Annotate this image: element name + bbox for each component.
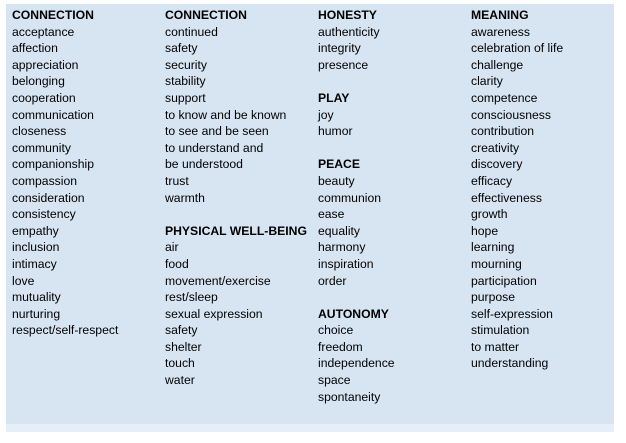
need-item: safety bbox=[165, 323, 198, 338]
section-heading: CONNECTION bbox=[165, 8, 247, 22]
need-item: water bbox=[165, 373, 195, 388]
need-item: efficacy bbox=[471, 173, 513, 188]
section-heading: PLAY bbox=[318, 90, 350, 105]
need-item: food bbox=[165, 256, 189, 271]
need-item: growth bbox=[471, 207, 508, 222]
need-item: mourning bbox=[471, 256, 522, 271]
section-heading: PEACE bbox=[318, 157, 360, 172]
need-item: rest/sleep bbox=[165, 290, 218, 305]
need-item: discovery bbox=[471, 157, 523, 172]
section-heading: CONNECTION bbox=[12, 8, 94, 22]
need-item: shelter bbox=[165, 339, 202, 354]
need-item: freedom bbox=[318, 339, 363, 354]
need-item: competence bbox=[471, 90, 538, 105]
need-item: hope bbox=[471, 223, 499, 238]
column-3 bbox=[318, 7, 395, 405]
need-item: air bbox=[165, 240, 179, 255]
need-item: ease bbox=[318, 207, 345, 222]
need-item: communication bbox=[12, 107, 94, 122]
need-item: mutuality bbox=[12, 290, 61, 305]
need-item: effectiveness bbox=[471, 190, 542, 205]
need-item: trust bbox=[165, 173, 189, 188]
section-spacer bbox=[318, 73, 395, 90]
need-item: harmony bbox=[318, 240, 366, 255]
need-item: nurturing bbox=[12, 306, 61, 321]
need-item: acceptance bbox=[12, 24, 75, 39]
column-2 bbox=[165, 7, 307, 389]
need-item: closeness bbox=[12, 124, 67, 139]
need-item: affection bbox=[12, 41, 58, 56]
need-item: self-expression bbox=[471, 306, 553, 321]
need-item: creativity bbox=[471, 140, 520, 155]
need-item: love bbox=[12, 273, 35, 288]
need-item: clarity bbox=[471, 74, 503, 89]
need-item: touch bbox=[165, 356, 195, 371]
section-heading: MEANING bbox=[471, 8, 529, 22]
section-heading: HONESTY bbox=[318, 8, 377, 22]
need-item: order bbox=[318, 273, 347, 288]
column-4 bbox=[471, 7, 563, 372]
need-item: space bbox=[318, 373, 351, 388]
need-item: warmth bbox=[165, 190, 205, 205]
need-item: empathy bbox=[12, 223, 59, 238]
section-heading: PHYSICAL WELL-BEING bbox=[165, 223, 307, 238]
need-item: spontaneity bbox=[318, 389, 381, 404]
need-item: movement/exercise bbox=[165, 273, 271, 288]
need-item: purpose bbox=[471, 290, 516, 305]
need-item: compassion bbox=[12, 173, 78, 188]
need-item: communion bbox=[318, 190, 381, 205]
need-item: companionship bbox=[12, 157, 94, 172]
need-item: inclusion bbox=[12, 240, 60, 255]
need-item: stability bbox=[165, 74, 206, 89]
section-spacer bbox=[165, 206, 307, 223]
need-item: beauty bbox=[318, 173, 355, 188]
need-item: be understood bbox=[165, 157, 243, 172]
need-item: consideration bbox=[12, 190, 85, 205]
need-item: to know and be known bbox=[165, 107, 287, 122]
need-item: support bbox=[165, 90, 206, 105]
need-item: intimacy bbox=[12, 256, 57, 271]
section-spacer bbox=[318, 289, 395, 306]
need-item: community bbox=[12, 140, 71, 155]
need-item: participation bbox=[471, 273, 537, 288]
need-item: celebration of life bbox=[471, 41, 564, 56]
need-item: security bbox=[165, 57, 207, 72]
need-item: choice bbox=[318, 323, 354, 338]
need-item: to see and be seen bbox=[165, 124, 269, 139]
need-item: authenticity bbox=[318, 24, 380, 39]
need-item: contribution bbox=[471, 124, 535, 139]
need-item: learning bbox=[471, 240, 515, 255]
need-item: joy bbox=[318, 107, 334, 122]
section-spacer bbox=[318, 140, 395, 157]
need-item: challenge bbox=[471, 57, 524, 72]
need-item: awareness bbox=[471, 24, 530, 39]
need-item: continued bbox=[165, 24, 218, 39]
need-item: to understand and bbox=[165, 140, 264, 155]
need-item: sexual expression bbox=[165, 306, 263, 321]
need-item: presence bbox=[318, 57, 369, 72]
needs-table-bottom-strip bbox=[6, 424, 614, 432]
column-1 bbox=[12, 7, 118, 339]
section-heading: AUTONOMY bbox=[318, 306, 389, 321]
need-item: consciousness bbox=[471, 107, 551, 122]
need-item: to matter bbox=[471, 339, 520, 354]
need-item: stimulation bbox=[471, 323, 530, 338]
need-item: appreciation bbox=[12, 57, 79, 72]
need-item: equality bbox=[318, 223, 361, 238]
need-item: cooperation bbox=[12, 90, 76, 105]
need-item: independence bbox=[318, 356, 395, 371]
need-item: respect/self-respect bbox=[12, 323, 119, 338]
need-item: inspiration bbox=[318, 256, 374, 271]
need-item: safety bbox=[165, 41, 198, 56]
need-item: belonging bbox=[12, 74, 65, 89]
need-item: humor bbox=[318, 124, 353, 139]
need-item: understanding bbox=[471, 356, 549, 371]
need-item: integrity bbox=[318, 41, 361, 56]
need-item: consistency bbox=[12, 207, 76, 222]
